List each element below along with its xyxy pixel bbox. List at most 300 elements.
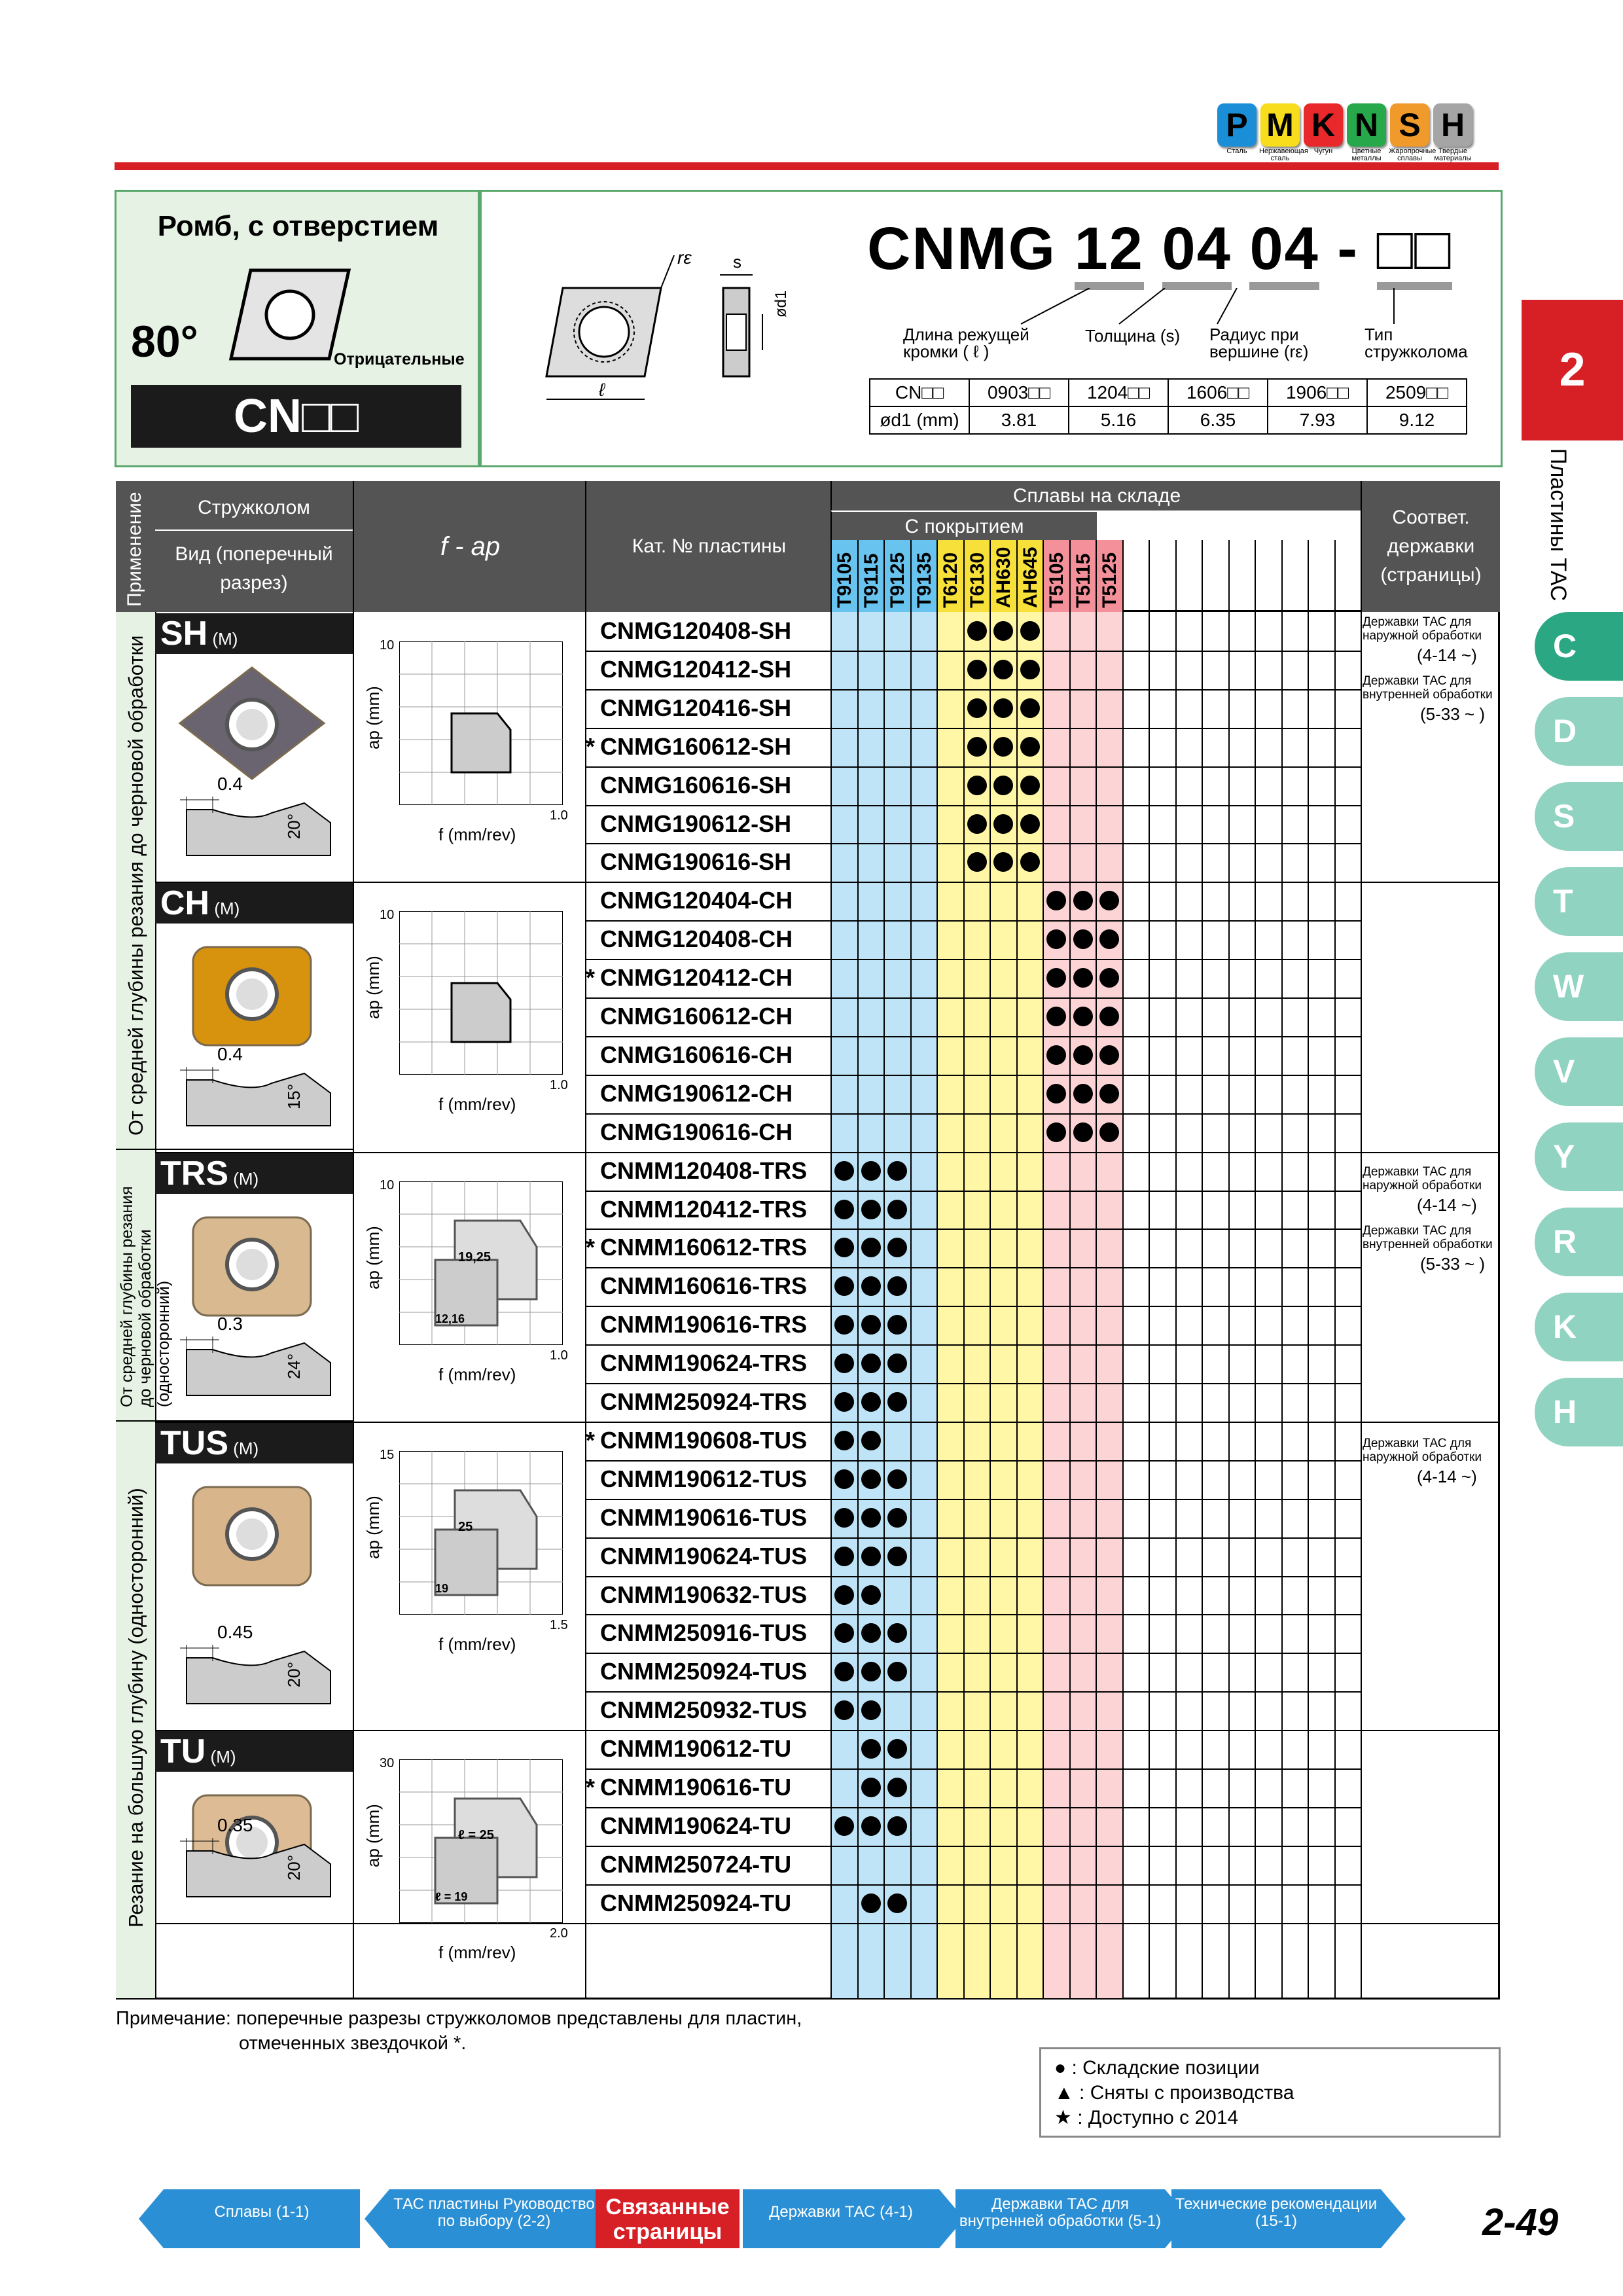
catalog-number[interactable] [586, 1267, 807, 1305]
application-label-3: Резание на большую глубину (односторонний) [124, 1488, 147, 1928]
col-chip-header [155, 481, 353, 612]
tab-h[interactable]: H [1535, 1378, 1623, 1446]
nav-link-6[interactable]: Технические рекомендации (15-1) [1171, 2189, 1381, 2248]
catalog-number[interactable] [586, 1691, 807, 1729]
fap-region-label: 19,25 [458, 1249, 491, 1265]
iso-m-caption: Нержавеющая сталь [1259, 147, 1308, 162]
stock-dot [861, 1623, 881, 1643]
catalog-number[interactable] [586, 843, 791, 881]
header-rule [115, 162, 1499, 170]
catalog-number[interactable] [586, 728, 791, 766]
col-chip-label: Стружколом [198, 497, 310, 518]
grid-col-line [1096, 612, 1097, 1998]
cross-section-tu-icon [173, 1825, 344, 1903]
catalog-text: CNMG190616-SH [600, 848, 792, 876]
catalog-number[interactable] [586, 1768, 791, 1806]
star-mark: * [586, 1234, 596, 1261]
catalog-number[interactable] [586, 1846, 791, 1884]
application-label-1: От средней глубины резания до черновой обработки [124, 635, 147, 1136]
holder-inner-pages: (5-33 ~ ) [1420, 704, 1485, 724]
chipbreaker-tag-tus [155, 1423, 353, 1463]
grade-header-ah645 [1016, 540, 1043, 612]
iso-s-caption: Жаропрочные сплавы [1389, 147, 1436, 162]
fap-col-line [353, 612, 354, 1998]
legend-new: ★ : Доступно с 2014 [1054, 2107, 1239, 2128]
nav-link-2[interactable]: ТАС пластины Руководство по выбору (2-2) [389, 2189, 599, 2248]
stock-dot [834, 1547, 854, 1566]
stock-dot [1099, 1045, 1119, 1065]
catalog-text: CNMG120408-CH [600, 925, 793, 953]
stock-dot [1046, 1122, 1066, 1142]
stock-dot [967, 737, 987, 757]
catalog-text: CNMG160612-CH [600, 1003, 793, 1030]
catalog-text: CNMM190632-TUS [600, 1581, 808, 1608]
stock-dot [967, 621, 987, 641]
fap-ylabel: ap (mm) [363, 1804, 383, 1868]
fap-ymax: 10 [380, 908, 395, 923]
iso-h-caption: Твердые материалы [1434, 147, 1472, 162]
chipbreaker-sub: (M) [209, 899, 240, 919]
stock-dot [1073, 929, 1093, 949]
catalog-number[interactable] [586, 1537, 807, 1575]
catalog-number[interactable] [586, 1730, 791, 1768]
grade-label: T9135 [913, 552, 935, 608]
stock-dot [834, 1200, 854, 1219]
fap-region-label: 25 [458, 1519, 473, 1534]
fap-region-label: ℓ = 25 [458, 1828, 494, 1843]
catalog-number[interactable] [586, 1460, 807, 1498]
angle-label: 80° [131, 317, 198, 367]
stock-dot [1073, 1122, 1093, 1142]
stock-dot [861, 1547, 881, 1566]
model-code [867, 215, 1452, 283]
stock-dot [1099, 929, 1119, 949]
catalog-number[interactable] [586, 612, 791, 650]
grade-band [1043, 540, 1069, 1998]
fap-region-label: ℓ = 19 [435, 1890, 468, 1904]
catalog-number[interactable] [586, 1614, 807, 1652]
holder-outer: Державки ТАС для наружной обработки [1363, 1437, 1482, 1464]
grade-header-ah630 [990, 540, 1016, 612]
stock-dot [967, 698, 987, 718]
stock-dot [1073, 1007, 1093, 1026]
grid-col-line [1016, 612, 1018, 1998]
catalog-number[interactable] [586, 766, 791, 804]
grade-band [936, 540, 963, 1998]
chipbreaker-sub: (M) [228, 1438, 259, 1458]
catalog-text: CNMG160616-SH [600, 771, 792, 798]
grid-col-line [883, 612, 885, 1998]
dim-l: ℓ [599, 380, 605, 400]
tab-k[interactable]: K [1535, 1293, 1623, 1361]
tab-r[interactable]: R [1535, 1208, 1623, 1276]
grid-col-line [936, 612, 938, 1998]
stock-dot [1073, 891, 1093, 910]
stock-dot [834, 1508, 854, 1528]
chipbreaker-tag-trs [155, 1153, 353, 1194]
chipbreaker-name: SH [160, 615, 208, 653]
stock-dot [1020, 814, 1040, 834]
catalog-number[interactable] [586, 1191, 807, 1229]
catalog-text: CNMG190616-CH [600, 1118, 793, 1145]
stock-dot [1020, 698, 1040, 718]
note-line-2: отмеченных звездочкой *. [239, 2033, 467, 2054]
stock-dot [993, 660, 1013, 679]
size-row-cell: 6.35 [1168, 406, 1268, 434]
section-angle-tu: 20° [284, 1854, 304, 1880]
stock-dot [1073, 1084, 1093, 1103]
nav-link-1[interactable]: Сплавы (1-1) [164, 2189, 360, 2248]
stock-dot [1046, 968, 1066, 988]
catalog-text: CNMM190612-TUS [600, 1465, 808, 1492]
holder-col-line [1361, 481, 1362, 1998]
grade-header-t5125 [1096, 540, 1122, 612]
grade-label: T9125 [887, 552, 908, 608]
fap-chart-tus [399, 1451, 563, 1615]
section-title: Пластины ТАС [1546, 448, 1571, 601]
stock-dot [887, 1161, 907, 1181]
stock-dot [887, 1200, 907, 1219]
stock-dot [887, 1508, 907, 1528]
tab-v[interactable]: V [1535, 1037, 1623, 1106]
chipbreaker-sub: (M) [205, 1747, 236, 1767]
catalog-number[interactable] [586, 1653, 807, 1691]
stock-dot [967, 660, 987, 679]
holder-outer: Державки ТАС для наружной обработки [1363, 615, 1482, 643]
iso-m-box: M [1260, 103, 1300, 147]
stock-dot [1099, 1084, 1119, 1103]
iso-p-caption: Сталь [1226, 147, 1247, 155]
star-mark: * [586, 1774, 596, 1801]
stock-dot [1099, 1007, 1119, 1026]
iso-p-box: P [1217, 103, 1257, 147]
grid-col-line [1281, 540, 1283, 1998]
tab-s[interactable]: S [1535, 782, 1623, 851]
code-badge [131, 385, 461, 448]
chipbreaker-sub: (M) [207, 629, 238, 649]
grade-header-t9105 [830, 540, 857, 612]
section-dim-ch: 0.4 [217, 1043, 243, 1064]
grid-col-line [1308, 540, 1309, 1998]
legend-stock: ● : Складские позиции [1054, 2057, 1260, 2079]
chipbreaker-tag-tu [155, 1731, 353, 1772]
catalog-text: CNMG160612-SH [600, 732, 792, 760]
col-fap-header: f - ap [353, 481, 586, 612]
holder-outer-pages: (4-14 ~) [1417, 645, 1477, 665]
tab-t[interactable]: T [1535, 867, 1623, 936]
col-stock-header: Сплавы на складе [830, 481, 1362, 511]
size-row-cell: 9.12 [1367, 406, 1467, 434]
insert-photo-trs-icon [173, 1201, 330, 1325]
group-divider [155, 1730, 1500, 1731]
grid-col-line [1334, 540, 1336, 1998]
stock-dot [1099, 1122, 1119, 1142]
stock-dot [1020, 776, 1040, 795]
catalog-number[interactable] [586, 1499, 807, 1537]
fap-xmax: 1.5 [550, 1617, 568, 1632]
catalog-number[interactable] [586, 1807, 791, 1845]
chipbreaker-name: TRS [160, 1154, 228, 1193]
legend-box [1039, 2047, 1501, 2138]
catalog-text: CNMM190624-TRS [600, 1350, 808, 1377]
cross-section-ch-icon [173, 1054, 344, 1132]
stock-dot [861, 1392, 881, 1412]
size-row-cell: ød1 (mm) [870, 406, 969, 434]
type-label: Отрицательные [334, 350, 465, 368]
grade-band [990, 540, 1016, 1998]
section-dim-trs: 0.3 [217, 1313, 243, 1334]
stock-dot [861, 1200, 881, 1219]
model-dash: - [1337, 215, 1359, 282]
stock-dot [834, 1392, 854, 1412]
stock-dot [834, 1469, 854, 1489]
group-divider [155, 1923, 1500, 1924]
holder-inner: Державки ТАС для внутренней обработки [1363, 1224, 1493, 1251]
grade-band [830, 540, 857, 1998]
grid-col-line [990, 612, 991, 1998]
nav-link-5[interactable]: Державки ТАС для внутренней обработки (5-1) [955, 2189, 1165, 2248]
size-head-cell: CN□□ [870, 379, 969, 406]
catalog-text: CNMM250924-TU [600, 1889, 792, 1916]
legend-radius: Радиус при вершине (rε) [1209, 325, 1309, 361]
col-holders-header: Соответ. державки (страницы) [1361, 481, 1500, 612]
section-angle-ch: 15° [284, 1083, 304, 1109]
catalog-number[interactable] [586, 997, 793, 1035]
section-dim-tus: 0.45 [217, 1622, 253, 1643]
size-table [869, 378, 1467, 435]
catalog-number[interactable] [586, 1884, 791, 1922]
chipbreaker-name: TU [160, 1732, 206, 1771]
grade-header-t5115 [1069, 540, 1096, 612]
stock-dot [861, 1161, 881, 1181]
catalog-number[interactable] [586, 1075, 793, 1113]
catalog-text: CNMM250916-TUS [600, 1619, 808, 1647]
grid-col-line [910, 612, 912, 1998]
legend-length: Длина режущей кромки ( ℓ ) [903, 325, 1029, 361]
stock-dot [1073, 968, 1093, 988]
cross-section-trs-icon [173, 1323, 344, 1402]
stock-dot [887, 1392, 907, 1412]
catalog-text: CNMG120408-SH [600, 617, 792, 644]
stock-dot [993, 776, 1013, 795]
fap-region-label: 19 [435, 1581, 449, 1595]
catalog-text: CNMG190612-CH [600, 1079, 793, 1107]
group-divider [155, 1422, 1500, 1423]
stock-dot [861, 1276, 881, 1296]
size-row-cell: 3.81 [969, 406, 1069, 434]
stock-dot [861, 1739, 881, 1759]
iso-n-box: N [1347, 103, 1386, 147]
stock-dot [861, 1700, 881, 1720]
catalog-number[interactable] [586, 1383, 807, 1421]
fap-xlabel: f (mm/rev) [438, 1094, 516, 1115]
stock-dot [834, 1354, 854, 1373]
iso-k-box: K [1304, 103, 1343, 147]
stock-dot [861, 1354, 881, 1373]
nav-arrow-icon [1381, 2189, 1406, 2248]
section-dim-sh: 0.4 [217, 774, 243, 795]
grid-col-line [830, 612, 832, 1998]
cross-section-tus-icon [173, 1632, 344, 1710]
stock-dot [834, 1315, 854, 1335]
catalog-text: CNMM190616-TRS [600, 1311, 808, 1338]
model-thickness: 04 [1162, 215, 1232, 290]
tab-y[interactable]: Y [1535, 1122, 1623, 1191]
stock-dot [861, 1662, 881, 1681]
grade-label: T9105 [834, 552, 855, 608]
note-line-1: Примечание: поперечные разрезы стружколомов представлены для пластин, [116, 2008, 802, 2029]
grade-header-t9115 [857, 540, 884, 612]
stock-dot [993, 814, 1013, 834]
stock-dot [861, 1585, 881, 1605]
header-divider [478, 190, 480, 467]
fap-ylabel: ap (mm) [363, 956, 383, 1020]
catalog-number[interactable] [586, 1306, 807, 1344]
catalog-text: CNMM190612-TU [600, 1735, 792, 1763]
chipbreaker-name: CH [160, 884, 210, 923]
catalog-number[interactable] [586, 1344, 807, 1382]
tab-w[interactable]: W [1535, 952, 1623, 1021]
code-text: CN [234, 390, 302, 442]
stock-dot [834, 1585, 854, 1605]
iso-n-caption: Цветные металлы [1351, 147, 1382, 162]
nav-link-3[interactable]: Связанные страницы [596, 2189, 740, 2248]
fap-region-label: 12,16 [435, 1312, 465, 1325]
stock-dot [861, 1315, 881, 1335]
stock-dot [1073, 1045, 1093, 1065]
catalog-number[interactable] [586, 1036, 793, 1074]
application-label-2: От средней глубины резания до черновой обработки (односторонний) [118, 1186, 173, 1407]
grid-col-line [1175, 540, 1177, 1998]
group-divider [155, 1152, 1500, 1153]
col-coated-header: С покрытием [830, 511, 1097, 541]
col-application-label: Применение [124, 492, 145, 607]
fap-chart-ch [399, 911, 563, 1075]
dim-s: s [733, 252, 741, 272]
section-angle-tus: 20° [284, 1661, 304, 1688]
size-head-cell: 2509□□ [1367, 379, 1467, 406]
grade-label: AH645 [1019, 547, 1041, 608]
catalog-number[interactable] [586, 805, 791, 843]
star-mark: * [586, 964, 596, 992]
model-chip-boxes: □□ [1377, 215, 1452, 290]
insert-photo-sh-icon [173, 661, 330, 785]
catalog-number[interactable] [586, 1152, 807, 1190]
catalog-number[interactable] [586, 882, 793, 920]
catalog-text: CNMG120404-CH [600, 887, 793, 914]
catalog-number[interactable] [586, 1576, 807, 1614]
fap-ymax: 15 [380, 1447, 395, 1462]
section-number-tab: 2 [1522, 300, 1623, 440]
star-mark: * [586, 732, 596, 760]
nav-link-4[interactable]: Державки ТАС (4-1) [743, 2189, 939, 2248]
fap-ylabel: ap (mm) [363, 1496, 383, 1559]
tab-c[interactable]: C [1535, 612, 1623, 681]
page-number: 2-49 [1482, 2201, 1559, 2244]
shape-title: Ромб, с отверстием [157, 210, 439, 242]
catalog-number[interactable] [586, 920, 793, 958]
stock-dot [993, 698, 1013, 718]
stock-dot [967, 776, 987, 795]
fap-ymax: 10 [380, 1177, 395, 1193]
chipbreaker-sub: (M) [228, 1168, 259, 1189]
stock-dot [834, 1816, 854, 1836]
stock-dot [887, 1739, 907, 1759]
grid-col-line [1255, 540, 1256, 1998]
stock-dot [861, 1431, 881, 1450]
catalog-number[interactable] [586, 1229, 807, 1266]
catalog-text: CNMM250924-TUS [600, 1658, 808, 1685]
stock-dot [1046, 929, 1066, 949]
grid-col-line [1202, 540, 1203, 1998]
holder-outer-pages: (4-14 ~) [1417, 1195, 1477, 1215]
grade-band [1016, 540, 1043, 1998]
catalog-number[interactable] [586, 689, 791, 727]
stock-dot [993, 737, 1013, 757]
stock-dot [887, 1816, 907, 1836]
stock-dot [834, 1431, 854, 1450]
grid-col-line [1149, 540, 1150, 1998]
grade-label: T6120 [940, 552, 961, 608]
fap-ylabel: ap (mm) [363, 686, 383, 749]
stock-dot [967, 814, 987, 834]
holder-outer: Державки ТАС для наружной обработки [1363, 1165, 1482, 1193]
insert-photo-ch-icon [173, 931, 330, 1055]
grid-col-line [1069, 612, 1071, 1998]
catalog-number[interactable] [586, 1113, 793, 1151]
app-divider-2 [116, 1420, 353, 1422]
grade-header-t9125 [883, 540, 910, 612]
insert-shape-panel [115, 190, 482, 467]
col-cat-header: Кат. № пластины [585, 481, 832, 612]
stock-dot [861, 1778, 881, 1797]
stock-dot [887, 1315, 907, 1335]
catalog-text: CNMG190612-SH [600, 810, 792, 837]
catalog-number[interactable] [586, 959, 793, 997]
catalog-text: CNMM250924-TRS [600, 1388, 808, 1415]
fap-ymax: 30 [380, 1756, 395, 1771]
model-prefix: CNMG [867, 215, 1057, 282]
col-application-header [116, 481, 155, 612]
chipbreaker-tag-ch [155, 883, 353, 924]
tab-d[interactable]: D [1535, 697, 1623, 766]
iso-s-box: S [1390, 103, 1429, 147]
holder-outer-pages: (4-14 ~) [1417, 1467, 1477, 1486]
stock-dot [1046, 1007, 1066, 1026]
col-view-label: Вид (поперечный разрез) [155, 529, 353, 598]
stock-dot [1099, 968, 1119, 988]
catalog-text: CNMG120412-SH [600, 655, 792, 683]
stock-dot [861, 1893, 881, 1913]
stock-dot [1020, 660, 1040, 679]
grade-label: AH630 [993, 547, 1014, 608]
holder-inner-pages: (5-33 ~ ) [1420, 1254, 1485, 1274]
stock-dot [1020, 852, 1040, 872]
grade-label: T5125 [1099, 552, 1120, 608]
catalog-text: CNMM120408-TRS [600, 1157, 808, 1184]
dim-d1: ød1 [772, 290, 790, 317]
grade-header-t9135 [910, 540, 937, 612]
chipbreaker-name: TUS [160, 1424, 228, 1462]
catalog-number[interactable] [586, 651, 791, 689]
stock-dot [834, 1700, 854, 1720]
stock-dot [1020, 737, 1040, 757]
stock-dot [1046, 1084, 1066, 1103]
catalog-number[interactable] [586, 1422, 807, 1460]
catalog-text: CNMG160616-CH [600, 1041, 793, 1068]
stock-dot [861, 1508, 881, 1528]
catalog-text: CNMM190616-TU [600, 1774, 792, 1801]
